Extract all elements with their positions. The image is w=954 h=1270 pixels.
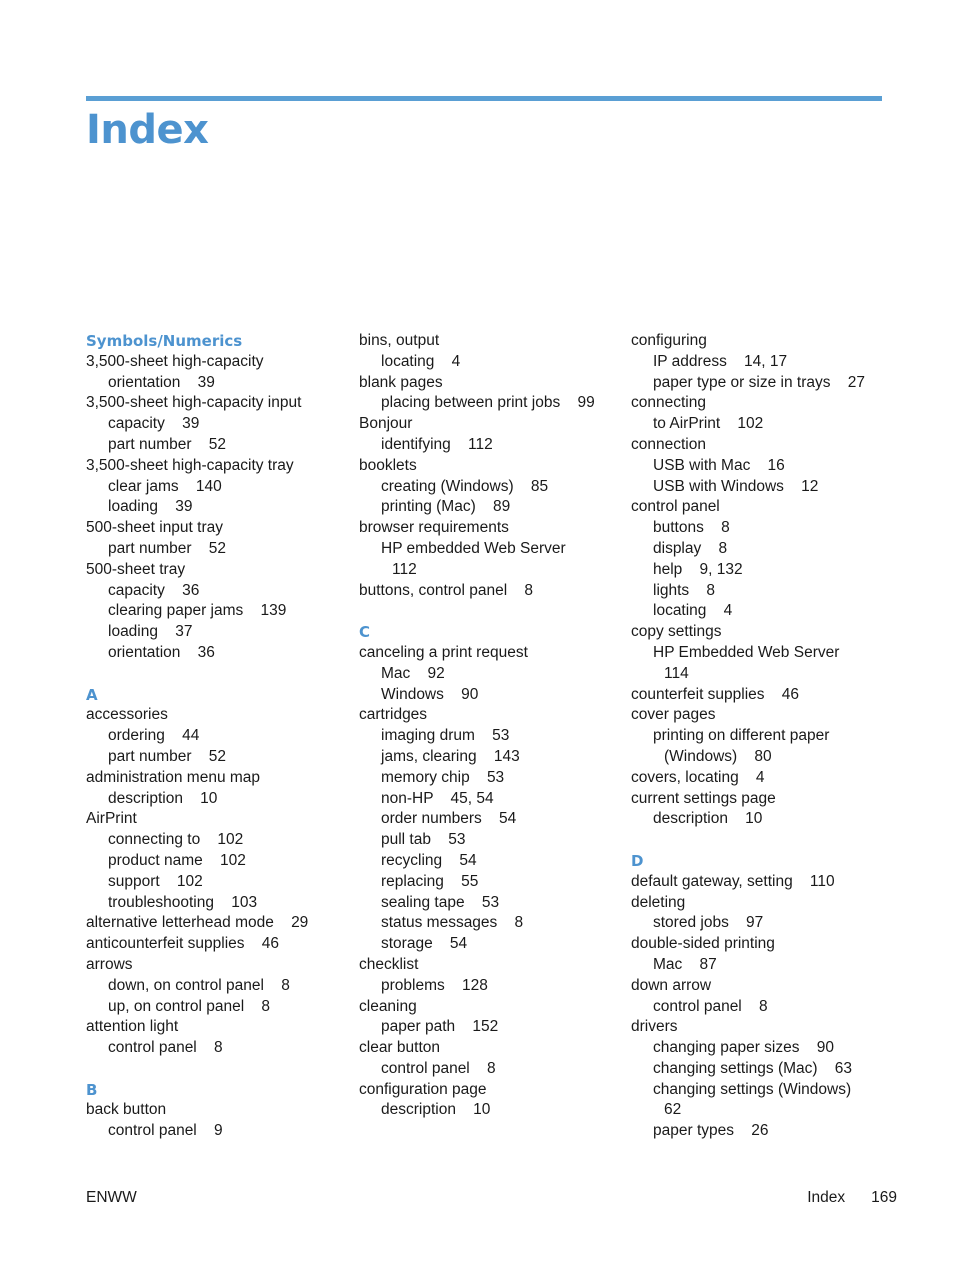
footer-page-number: 169	[871, 1189, 897, 1206]
index-subentry: USB with Windows 12	[653, 477, 819, 495]
index-subentry: imaging drum 53	[381, 727, 510, 745]
index-subentry: recycling 54	[381, 851, 477, 869]
index-entry: clear button	[359, 1039, 440, 1057]
index-entry: back button	[86, 1101, 167, 1119]
index-subentry: sealing tape 53	[381, 893, 500, 911]
index-entry: 3,500-sheet high-capacity input	[86, 394, 302, 412]
index-entry: connecting	[631, 394, 706, 412]
index-entry: connection	[631, 435, 706, 453]
index-subentry: part number 52	[108, 539, 227, 557]
index-entry: control panel	[631, 498, 720, 516]
index-subentry: paper type or size in trays 27	[653, 373, 865, 391]
index-subentry: control panel 9	[108, 1122, 223, 1140]
index-subentry: USB with Mac 16	[653, 456, 785, 474]
footer-publication-code: ENWW	[86, 1189, 137, 1206]
index-subentry: HP embedded Web Server	[381, 539, 566, 557]
index-subentry: IP address 14, 17	[653, 352, 788, 370]
index-section-heading: D	[631, 851, 644, 870]
index-subentry: loading 39	[108, 498, 193, 516]
index-subentry: up, on control panel 8	[108, 997, 271, 1015]
index-subentry: order numbers 54	[381, 810, 517, 828]
index-subentry: changing paper sizes 90	[653, 1039, 834, 1057]
index-subentry: support 102	[108, 872, 203, 890]
index-entry-continuation: (Windows) 80	[664, 747, 772, 765]
index-subentry: memory chip 53	[381, 768, 505, 786]
section-spacer	[359, 601, 619, 622]
index-entry: browser requirements	[359, 519, 509, 537]
index-entry: configuration page	[359, 1080, 487, 1098]
index-entry: Bonjour	[359, 415, 413, 433]
index-entry: drivers	[631, 1018, 678, 1036]
index-subentry: part number 52	[108, 747, 227, 765]
index-subentry: part number 52	[108, 435, 227, 453]
index-entry: checklist	[359, 955, 419, 973]
index-entry: down arrow	[631, 976, 712, 994]
index-entry-continuation: 62	[664, 1101, 682, 1119]
section-spacer	[86, 1059, 346, 1080]
index-entry: alternative letterhead mode 29	[86, 914, 309, 932]
section-spacer	[86, 664, 346, 685]
index-section-heading: B	[86, 1080, 98, 1099]
index-entry: buttons, control panel 8	[359, 581, 534, 599]
index-subentry: jams, clearing 143	[381, 747, 520, 765]
index-column-2	[359, 331, 619, 1121]
index-subentry: pull tab 53	[381, 831, 466, 849]
index-entry: default gateway, setting 110	[631, 872, 835, 890]
index-entry-continuation: 112	[392, 560, 417, 578]
index-subentry: stored jobs 97	[653, 914, 764, 932]
index-column-1	[86, 331, 346, 1142]
index-section-heading: Symbols/Numerics	[86, 332, 243, 350]
index-subentry: ordering 44	[108, 727, 200, 745]
index-subentry: control panel 8	[381, 1059, 496, 1077]
index-subentry: connecting to 102	[108, 831, 244, 849]
index-entry: cleaning	[359, 997, 417, 1015]
index-subentry: capacity 39	[108, 415, 200, 433]
index-entry: arrows	[86, 955, 133, 973]
index-subentry: description 10	[653, 810, 763, 828]
index-entry: AirPrint	[86, 810, 137, 828]
index-subentry: product name 102	[108, 851, 246, 869]
index-subentry: orientation 39	[108, 373, 215, 391]
section-spacer	[631, 830, 891, 851]
index-column-3	[631, 331, 891, 1142]
index-subentry: control panel 8	[108, 1039, 223, 1057]
index-subentry: Mac 92	[381, 664, 445, 682]
index-subentry: to AirPrint 102	[653, 415, 764, 433]
index-section-heading: C	[359, 623, 371, 642]
index-subentry: description 10	[108, 789, 218, 807]
index-entry: cover pages	[631, 706, 716, 724]
footer-page-info	[807, 1188, 897, 1208]
index-entry: covers, locating 4	[631, 768, 765, 786]
index-subentry: status messages 8	[381, 914, 524, 932]
index-subentry: troubleshooting 103	[108, 893, 258, 911]
index-entry: accessories	[86, 706, 168, 724]
footer-section-name: Index	[807, 1189, 846, 1206]
index-subentry: printing on different paper	[653, 727, 830, 745]
index-subentry: clearing paper jams 139	[108, 602, 287, 620]
page-title: Index	[86, 107, 209, 153]
index-subentry: down, on control panel 8	[108, 976, 290, 994]
index-subentry: placing between print jobs 99	[381, 394, 595, 412]
index-subentry: locating 4	[381, 352, 461, 370]
index-subentry: Windows 90	[381, 685, 479, 703]
index-subentry: changing settings (Mac) 63	[653, 1059, 853, 1077]
index-subentry: HP Embedded Web Server	[653, 643, 840, 661]
index-entry: administration menu map	[86, 768, 261, 786]
index-entry: bins, output	[359, 332, 440, 349]
index-subentry: description 10	[381, 1101, 491, 1119]
index-subentry: identifying 112	[381, 435, 493, 453]
index-subentry: buttons 8	[653, 519, 730, 537]
index-subentry: locating 4	[653, 602, 733, 620]
index-entry: attention light	[86, 1018, 179, 1036]
index-entry: canceling a print request	[359, 643, 528, 661]
index-entry: double-sided printing	[631, 935, 775, 953]
index-subentry: control panel 8	[653, 997, 768, 1015]
index-subentry: storage 54	[381, 935, 468, 953]
index-subentry: creating (Windows) 85	[381, 477, 549, 495]
index-subentry: replacing 55	[381, 872, 479, 890]
index-subentry: lights 8	[653, 581, 716, 599]
index-entry: current settings page	[631, 789, 776, 807]
index-subentry: display 8	[653, 539, 728, 557]
index-entry-continuation: 114	[664, 664, 689, 682]
index-subentry: capacity 36	[108, 581, 200, 599]
index-subentry: clear jams 140	[108, 477, 222, 495]
index-entry: 3,500-sheet high-capacity tray	[86, 456, 294, 474]
index-entry: copy settings	[631, 623, 722, 641]
index-entry: booklets	[359, 456, 417, 474]
index-subentry: loading 37	[108, 623, 193, 641]
index-subentry: non-HP 45, 54	[381, 789, 494, 807]
index-entry: anticounterfeit supplies 46	[86, 935, 280, 953]
index-entry: deleting	[631, 893, 686, 911]
index-entry: configuring	[631, 332, 707, 349]
index-subentry: help 9, 132	[653, 560, 743, 578]
index-subentry: Mac 87	[653, 955, 717, 973]
index-entry: counterfeit supplies 46	[631, 685, 800, 703]
index-entry: cartridges	[359, 706, 428, 724]
index-entry: 500-sheet input tray	[86, 519, 224, 537]
index-subentry: printing (Mac) 89	[381, 498, 511, 516]
index-section-heading: A	[86, 685, 98, 704]
index-subentry: problems 128	[381, 976, 488, 994]
index-subentry: paper types 26	[653, 1122, 769, 1140]
index-subentry: paper path 152	[381, 1018, 499, 1036]
index-entry: 3,500-sheet high-capacity	[86, 352, 264, 370]
index-entry: blank pages	[359, 373, 443, 391]
index-subentry: orientation 36	[108, 643, 215, 661]
title-rule	[86, 96, 882, 101]
index-entry: 500-sheet tray	[86, 560, 186, 578]
index-subentry: changing settings (Windows)	[653, 1080, 852, 1098]
